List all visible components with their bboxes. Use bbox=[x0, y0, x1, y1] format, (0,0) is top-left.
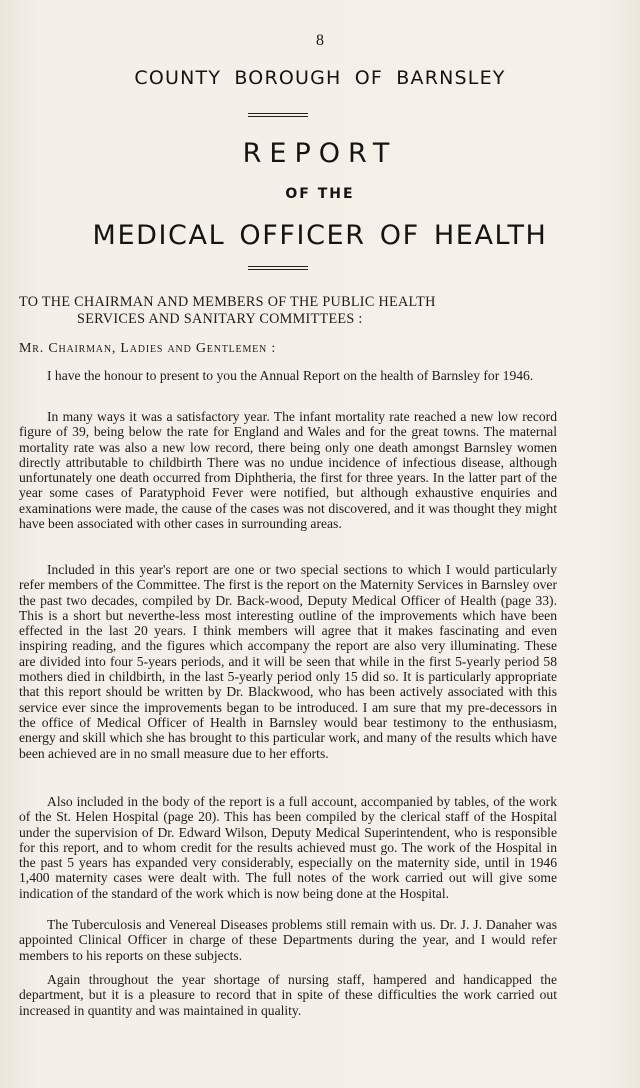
page-number: 8 bbox=[316, 32, 324, 49]
county-heading: COUNTY BOROUGH OF BARNSLEY bbox=[134, 67, 506, 89]
double-rule-top bbox=[248, 113, 308, 117]
paragraph-tuberculosis: The Tuberculosis and Venereal Diseases problems still remain with us. Dr. J. J. Danaher was appointed Clinical Officer in charge of these Departments during the year, and I would refer members to his reports on these subjects. bbox=[19, 917, 557, 963]
addressee-line-2: SERVICES AND SANITARY COMMITTEES : bbox=[77, 311, 363, 327]
paragraph-satisfactory-year: In many ways it was a satisfactory year. The infant mortality rate reached a new low record figure of 39, being below the rate for England and Wales and for the great towns. The maternal mortality rate was also a new low record, there being only one death amongst Barnsley women directly attributable to childbirth There was no undue incidence of infectious disease, although unfortunately one death occurred from Diphtheria, the first for three years. In the latter part of the year some cases of Paratyphoid Fever were notified, but although exhaustive enquiries and examinations were made, the cause of the cases was not discovered, and it was thought they might have been associated with other cases in surrounding areas. bbox=[19, 409, 557, 532]
report-title: REPORT bbox=[242, 138, 398, 169]
paragraph-st-helen-hospital: Also included in the body of the report is a full account, accompanied by tables, of the work of the St. Helen Hospital (page 20). This has been compiled by the clerical staff of the Hospital under the supervision of Dr. Edward Wilson, Deputy Medical Superintendent, who is responsible for this report, and to whom credit for the results achieved must go. The work of the Hospital in the past 5 years has expanded very considerably, especially on the maternity side, until in 1946 1,400 maternity cases were dealt with. The full notes of the work carried out will give some indication of the standard of the work which is now being done at the Hospital. bbox=[19, 794, 557, 901]
paragraph-special-sections: Included in this year's report are one or two special sections to which I would particularly refer members of the Committee. The first is the report on the Maternity Services in Barnsley over the past two decades, compiled by Dr. Back-wood, Deputy Medical Officer of Health (page 33). This is a short but neverthe-less most interesting outline of the improvements which have been effected in the last 20 years. I think members will agree that it makes fascinating and even inspiring reading, and the figures which accompany the report are also very illuminating. These are divided into four 5-years periods, and it will be seen that while in the first 5-yearly period 58 mothers died in childbirth, in the last 5-yearly period only 15 did so. It is particularly appropriate that this report should be written by Dr. Blackwood, who has been actively associated with this service ever since the improvements began to be introduced. I am sure that my pre-decessors in the office of Medical Officer of Health in Barnsley would bear testimony to the enthusiasm, energy and skill which she has brought to this particular work, and many of the results which have been achieved are in no small measure due to her efforts. bbox=[19, 562, 557, 761]
paragraph-intro: I have the honour to present to you the Annual Report on the health of Barnsley for 1946. bbox=[47, 368, 534, 383]
of-the-heading: OF THE bbox=[285, 186, 355, 202]
addressee bbox=[19, 294, 557, 328]
paragraph-nursing-staff: Again throughout the year shortage of nursing staff, hampered and handicapped the department, but it is a pleasure to record that in spite of these difficulties the work carried out increased in quantity and was maintained in quality. bbox=[19, 972, 557, 1018]
salutation: Mr. Chairman, Ladies and Gentlemen : bbox=[19, 341, 277, 356]
office-title: MEDICAL OFFICER OF HEALTH bbox=[92, 220, 548, 251]
double-rule-bottom bbox=[248, 266, 308, 270]
addressee-line-1: TO THE CHAIRMAN AND MEMBERS OF THE PUBLIC HEALTH bbox=[19, 294, 436, 310]
